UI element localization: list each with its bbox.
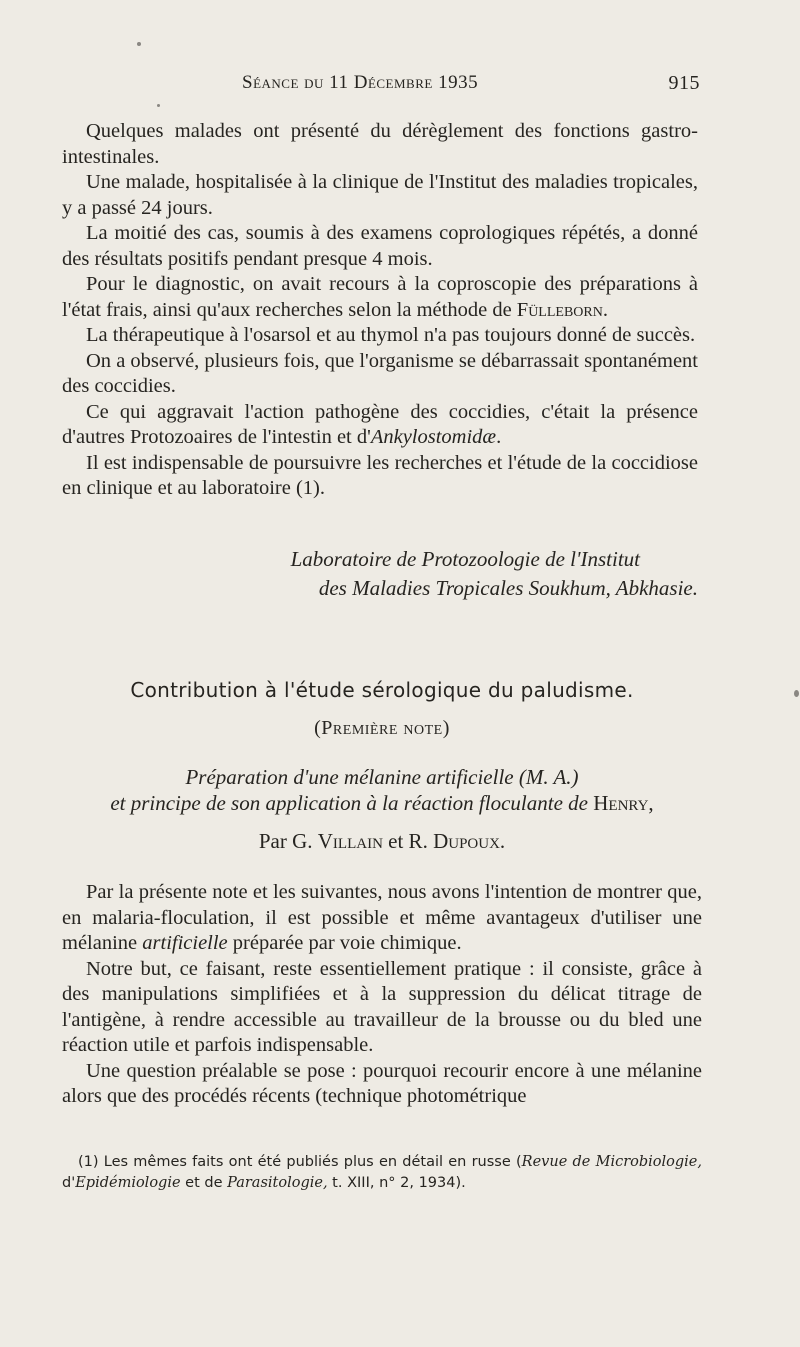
affiliation-line-2: des Maladies Tropicales Soukhum, Abkhasie. [318,576,698,600]
footnote-text: et de [180,1175,228,1191]
article-subtitle: (Première note) [314,717,450,739]
paragraph [62,880,702,957]
affiliation-line-1: Laboratoire de Protozoologie de l'Institut [290,547,640,571]
subheading-line-2: et principe de son application à la réaction floculante de [110,791,588,815]
paragraph: Une malade, hospitalisée à la clinique de l'Institut des maladies tropicales, y a passé 24 jours. [62,171,698,219]
body-text-article [62,880,702,1110]
article-authors [62,829,702,854]
paragraph: Notre but, ce faisant, reste essentiellement pratique : il consiste, grâce à des manipulations simplifiées et à la suppression du délicat titrage de l'antigène, à rendre accessible au travailleur de la brousse ou du bled une réaction utile et parfois indispensable. [62,957,702,1056]
authors-prefix: Par G. [258,829,313,853]
journal-name: Revue de Microbiologie, [521,1154,702,1170]
running-title: Séance du 11 Décembre 1935 [242,72,479,93]
article-subheading [62,764,702,816]
paragraph-text: préparée par voie chimique. [232,932,462,954]
author-name: Fülleborn. [516,298,608,321]
author-name: Villain [317,829,383,853]
speck [794,690,799,697]
speck [157,104,160,107]
paragraph: Une question préalable se pose : pourquoi recourir encore à une mélanine alors que des procédés récents (technique photométrique [62,1059,702,1107]
footnote-text: t. XIII, n° 2, 1934). [327,1175,466,1191]
running-header [62,72,702,102]
author-name: Dupoux. [433,829,506,853]
footnote-text: d' [62,1175,76,1191]
footnote-text: (1) Les mêmes faits ont été publiés plus en détail en russe ( [78,1154,522,1170]
body-text-top [62,119,698,502]
paragraph-text: Ce qui aggravait l'action pathogène des coccidies, c'était la présence d'autres Protozoaires de l'intestin et d' [62,400,698,448]
emphasis: artificielle [142,932,228,954]
speck [137,42,141,46]
paragraph [62,272,698,323]
paragraph: La moitié des cas, soumis à des examens coprologiques répétés, a donné des résultats positifs pendant presque 4 mois. [62,222,698,270]
paragraph-text: Pour le diagnostic, on avait recours à la coproscopie des préparations à l'état frais, ainsi qu'aux recherches selon la méthode de [62,273,698,321]
reference-name: Henry, [593,791,654,815]
paragraph-text: Par la présente note et les suivantes, nous avons l'intention de montrer que, en malaria-floculation, il est possible et même avantageux d'utiliser une mélanine [62,881,702,954]
taxon-name: Ankylostomidæ [370,426,497,448]
punctuation: . [496,426,502,448]
subheading-line-1: Préparation d'une mélanine artificielle (M. A.) [185,765,579,789]
paragraph: On a observé, plusieurs fois, que l'organisme se débarrassait spontanément des coccidies. [62,349,698,397]
paragraph: Quelques malades ont présenté du dérèglement des fonctions gastro-intestinales. [62,120,698,168]
authors-conjunction: et R. [388,829,428,853]
journal-name: Parasitologie, [227,1175,328,1191]
article-title: Contribution à l'étude sérologique du paludisme. [130,678,634,702]
footnote [62,1152,702,1194]
page-number: 915 [668,72,700,94]
paragraph: La thérapeutique à l'osarsol et au thymol n'a pas toujours donné de succès. [86,324,696,346]
paragraph: Il est indispensable de poursuivre les recherches et l'étude de la coccidiose en clinique et au laboratoire (1). [62,451,698,499]
journal-name: Epidémiologie [75,1175,181,1191]
paragraph [62,400,698,451]
